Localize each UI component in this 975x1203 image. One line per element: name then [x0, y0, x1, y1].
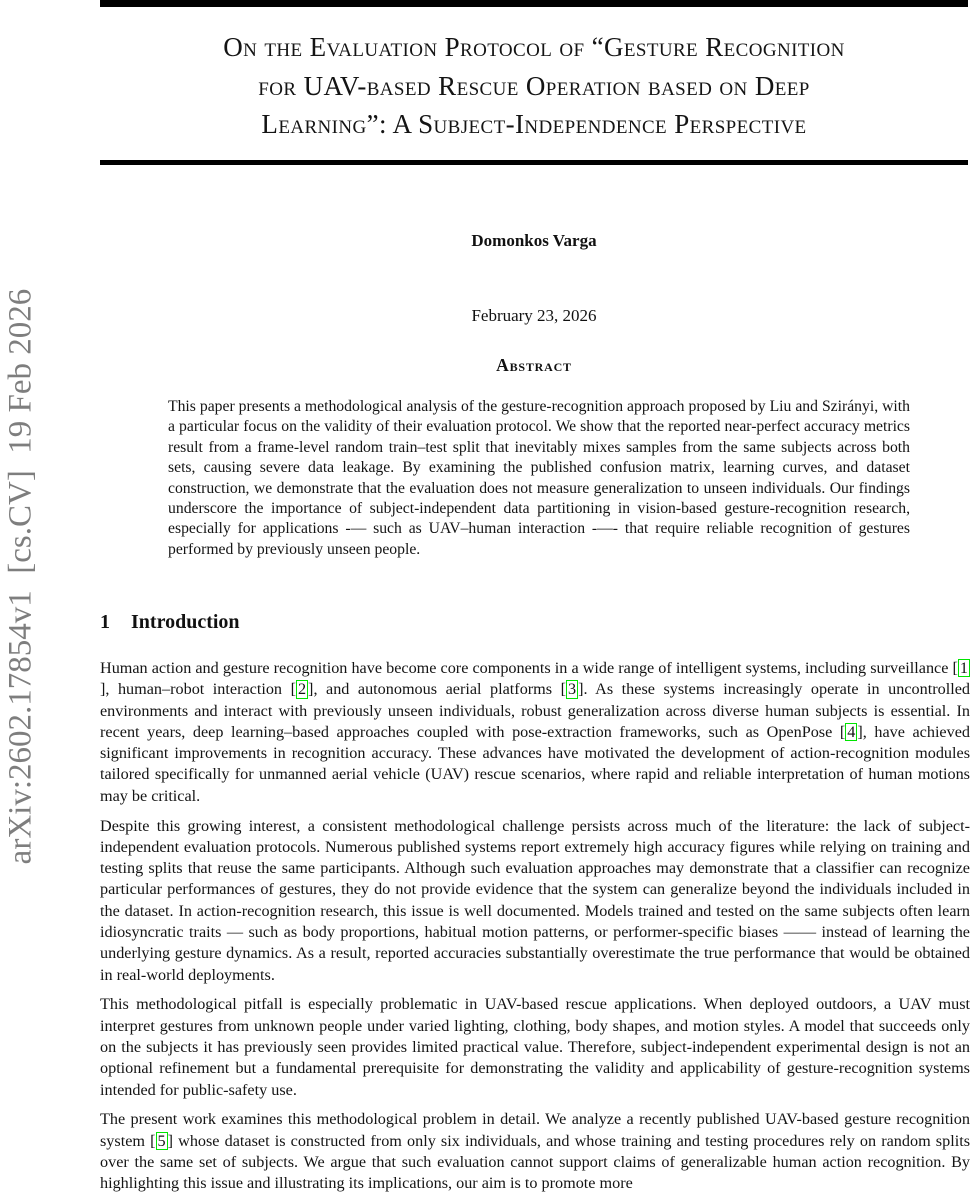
title-line-2: for UAV-based Rescue Operation based on Deep [258, 70, 810, 101]
abstract-heading: Abstract [496, 355, 572, 375]
section-heading-introduction [100, 611, 968, 634]
citation-link[interactable]: 3 [568, 680, 577, 699]
paragraph: Despite this growing interest, a consistent methodological challenge persists across much of the literature: the lack of subject-independent evaluation protocols. Numerous published systems report extremely high accuracy figures while relying on training and testing splits that reuse the same participants. Although such evaluation approaches may demonstrate that a classifier can recognize particular performances of gestures, they do not provide evidence that the system can generalize beyond the individuals included in the dataset. In action-recognition research, this issue is well documented. Models trained and tested on the same subjects often learn idiosyncratic traits — such as body proportions, habitual motion patterns, or performer-specific biases —— instead of learning the underlying gesture dynamics. As a result, reported accuracies substantially overestimate the true performance that would be obtained in real-world deployments. [100, 816, 970, 984]
title-bottom-rule [100, 160, 968, 165]
citation-link[interactable]: 5 [157, 1131, 166, 1150]
section-title: Introduction [131, 611, 240, 633]
arxiv-watermark: arXiv:2602.17854v1 [cs.CV] 19 Feb 2026 [2, 288, 39, 865]
citation-link[interactable]: 4 [847, 722, 856, 741]
author-name: Domonkos Varga [471, 231, 597, 250]
paragraph: Human action and gesture recognition have become core components in a wide range of intelligent systems, including surveillance [ 1], human–robot interaction [ 2 ], and autonomous aerial platforms [ 3 ]. As these systems increasingly operate in uncontrolled environments and interact with previously unseen individuals, robust generalization across diverse human subjects is essential. In recent years, deep learning–based approaches coupled with pose-extraction frameworks, such as OpenPose [ 4 ], have achieved significant improvements in recognition accuracy. These advances have motivated the development of action-recognition modules tailored specifically for unmanned aerial vehicle (UAV) rescue scenarios, where rapid and reliable interpretation of human motions may be critical. [100, 659, 970, 805]
paragraph: This methodological pitfall is especially problematic in UAV-based rescue applications. When deployed outdoors, a UAV must interpret gestures from unknown people under varied lighting, clothing, body shapes, and motion styles. A model that succeeds only on the subjects it has previously seen provides limited practical value. Therefore, subject-independent experimental design is not an optional refinement but a fundamental prerequisite for demonstrating the validity and applicability of gesture-recognition systems intended for public-safety use. [100, 995, 970, 1099]
section-number: 1 [100, 611, 110, 633]
introduction-body [100, 658, 970, 1203]
citation-link[interactable]: 2 [297, 680, 307, 699]
title-line-1: On the Evaluation Protocol of “Gesture Recognition [223, 32, 845, 62]
paper-date: February 23, 2026 [471, 306, 597, 325]
paragraph: The present work examines this methodological problem in detail. We analyze a recently published UAV-based gesture recognition system [ 5 ] whose dataset is constructed from only six individuals, and whose training and testing procedures rely on random splits over the same set of subjects. We argue that such evaluation cannot support claims of generalizable human action recognition. By highlighting this issue and illustrating its implications, our aim is to promote more [100, 1110, 970, 1193]
abstract-text: This paper presents a methodological analysis of the gesture-recognition approach proposed by Liu and Szirányi, with a particular focus on the validity of their evaluation protocol. We show that the reported near-perfect accuracy metrics result from a frame-level random train–test split that inevitably mixes samples from the same subjects across both sets, causing severe data leakage. By examining the published confusion matrix, learning curves, and dataset construction, we demonstrate that the evaluation does not measure generalization to unseen individuals. Our findings underscore the importance of subject-independent data partitioning in vision-based gesture-recognition research, especially for applications -— such as UAV–human interaction -—- that require reliable recognition of gestures performed by previously unseen people. [168, 398, 910, 558]
title-line-3: Learning”: A Subject-Independence Perspective [261, 109, 807, 139]
top-rule [100, 0, 968, 7]
citation-link[interactable]: 1 [959, 659, 968, 677]
paper-title [100, 28, 968, 144]
